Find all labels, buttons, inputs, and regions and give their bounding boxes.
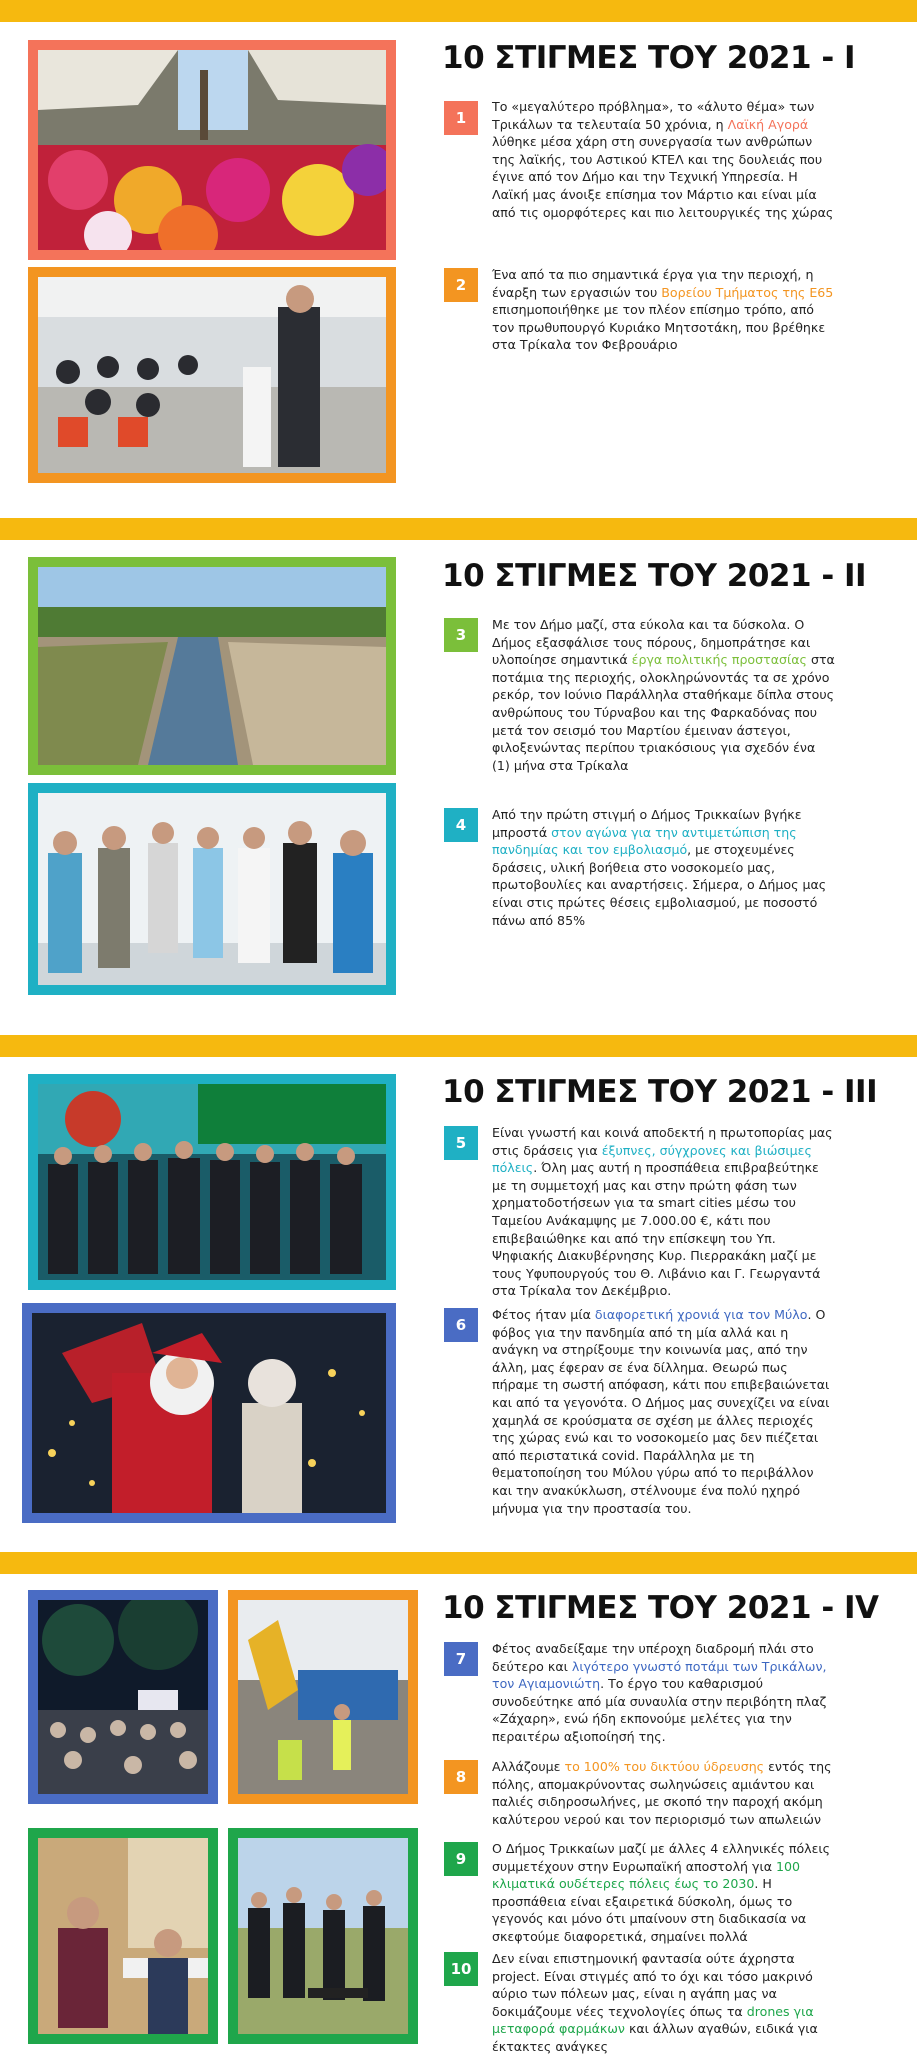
item-text-part: και άλλων αγαθών, ειδικά για έκτακτες ανάγκες [492, 2021, 818, 2054]
item-number: 3 [444, 618, 478, 652]
item-number: 5 [444, 1126, 478, 1160]
top-bar [0, 0, 917, 22]
item-number: 8 [444, 1760, 478, 1794]
photo-officials-visit [28, 1074, 396, 1290]
item-text [492, 1640, 836, 1746]
item-text-part: λύθηκε μέσα χάρη στη συνεργασία των ανθρώπων της λαϊκής, του Αστικού ΚΤΕΛ και της δουλειάς που έγινε από τον Δήμο και την Τεχνική Υπηρεσία. Η Λαϊκή μας άνοιξε επίσημα τον Μάρτιο και είναι μία από τις ομορφότερες και πιο λειτουργικές της χώρας [492, 134, 834, 220]
section-divider [0, 518, 917, 540]
item-text [492, 1950, 836, 2056]
item-text-part: Ο Δήμος Τρικκαίων μαζί με άλλες 4 ελληνικές πόλεις συμμετέχουν στην Ευρωπαϊκή αποστολή για [492, 1841, 831, 1874]
item-number: 4 [444, 808, 478, 842]
item-text-part: Ένα από τα πιο σημαντικά έργα για την περιοχή, η έναρξη των εργασιών του [492, 267, 814, 300]
item-highlight: διαφορετική χρονιά για τον Μύλο [594, 1307, 808, 1322]
item-text [492, 266, 836, 354]
item-number: 7 [444, 1642, 478, 1676]
photo-e65-event [28, 267, 396, 483]
section-title: 10 ΣΤΙΓΜΕΣ ΤΟΥ 2021 - II [442, 558, 867, 594]
item-text-part: Είναι γνωστή και κοινά αποδεκτή η πρωτοπορίας μας στις δράσεις για [492, 1125, 833, 1158]
item-text-part: Από την πρώτη στιγμή ο Δήμος Τρικκαίων βγήκε μπροστά [492, 807, 802, 840]
item-text [492, 806, 836, 929]
item-text-part: , με στοχευμένες δράσεις, υλική βοήθεια στο νοσοκομείο μας, πρωτοβουλίες και αναρτήσεις. Σήμερα, ο Δήμος μας είναι στις πρώτες θέσεις εμβολιασμού, με ποσοστό πάνω από 85% [492, 842, 827, 928]
section-divider [0, 1552, 917, 1574]
item-text-part: Φέτος αναδείξαμε την υπέροχη διαδρομή πλάι στο δεύτερο και [492, 1641, 814, 1674]
photo-santa-mylos [22, 1303, 396, 1523]
item-number: 9 [444, 1842, 478, 1876]
item-text-part: . Η προσπάθεια είναι εξαιρετικά δύσκολη, όμως το γεγονός και μόνο ότι μπαίνουν στη διαδικασία να σκεφτούμε διαφορετικά, σημαίνει πολλά [492, 1876, 807, 1944]
section-title: 10 ΣΤΙΓΜΕΣ ΤΟΥ 2021 - IV [442, 1590, 879, 1626]
item-text-part: στα ποτάμια της περιοχής, ολοκληρώνοντάς τα σε χρόνο ρεκόρ, τον Ιούνιο Παράλληλα σταθήκαμε δίπλα στους ανθρώπους του Τύρναβου και της Φαρκαδόνας που μετά τον σεισμό του Μαρτίου έμειναν άστεγοι, φιλοξενώντας περίπου τριακόσιους για σχεδόν ένα (1) μήνα στα Τρίκαλα [492, 652, 835, 773]
item-text-part: επισημοποιήθηκε με τον πλέον επίσημο τρόπο, από τον πρωθυπουργό Κυριάκο Μητσοτάκη, που βρέθηκε στα Τρίκαλα τον Φεβρουάριο [492, 302, 826, 353]
item-highlight: drones για μεταφορά φαρμάκων [492, 2003, 814, 2037]
photo-meeting [28, 1828, 218, 2044]
photo-river-works [28, 557, 396, 775]
item-number: 6 [444, 1308, 478, 1342]
item-text-part: . Ο φόβος για την πανδημία από τη μία αλλά και η ανάγκη να στηρίξουμε την κοινωνία μας, από την άλλη, μας έφεραν σε ένα δίλλημα. Θεωρώ πως πήραμε τη σωστή απόφαση, κάτι που επιβεβαιώνεται και από τα γεγονότα. Ο Δήμος μας συνεχίζει να είναι χαμηλά σε κρούσματα σε σχέση με άλλες περιοχές της χώρας ενώ και το νοσοκομείο μας δεν πιέζεται από περιστατικά covid. Παράλληλα με τη θεματοποίηση του Μύλου γύρω από το περιβάλλον και την ανακύκλωση, στέλνουμε ένα πολύ ηχηρό μήνυμα για την προστασία του. [492, 1307, 830, 1516]
item-text [492, 1758, 836, 1828]
item-highlight: στον αγώνα για την αντιμετώπιση της πανδημίας και τον εμβολιασμό [492, 824, 797, 858]
item-highlight: 100 κλιματικά ουδέτερες πόλεις έως το 2030 [492, 1858, 801, 1892]
item-text-part: Φέτος ήταν μία [492, 1307, 595, 1322]
item-highlight: Βορείου Τμήματος της Ε65 [661, 284, 834, 300]
item-text [492, 1840, 836, 1946]
item-highlight: λιγότερο γνωστό ποτάμι των Τρικάλων, τον Αγιαμονιώτη [492, 1658, 827, 1692]
item-number: 1 [444, 101, 478, 135]
section-title: 10 ΣΤΙΓΜΕΣ ΤΟΥ 2021 - III [442, 1074, 878, 1110]
item-highlight: το 100% του δικτύου ύδρευσης [564, 1759, 765, 1774]
item-text [492, 1306, 836, 1517]
item-highlight: Λαϊκή Αγορά [727, 116, 809, 132]
item-text-part: Αλλάζουμε [492, 1759, 565, 1774]
item-number: 10 [444, 1952, 478, 1986]
item-text [492, 98, 836, 221]
item-text-part: . Το έργο του καθαρισμού συνοδεύτηκε από μία συναυλία στην περιβόητη πλαζ «Ζάχαρη», ενώ ήδη εκπονούμε μελέτες για την περαιτέρω αξιοποίησή της. [492, 1676, 827, 1744]
item-highlight: έξυπνες, σύγχρονες και βιώσιμες πόλεις [492, 1142, 812, 1176]
section-divider [0, 1035, 917, 1057]
item-text [492, 1124, 836, 1300]
photo-market [28, 40, 396, 260]
item-text-part: Δεν είναι επιστημονική φαντασία ούτε άχρηστα project. Είναι στιγμές από το όχι και τόσο μακρινό αύριο των πόλεων μας, είναι η αγάπη μας να δοκιμάζουμε νέες τεχνολογίες όπως τα [492, 1951, 813, 2019]
photo-hospital-visit [28, 783, 396, 995]
item-text-part: Το «μεγαλύτερο πρόβλημα», το «άλυτο θέμα» των Τρικάλων τα τελευταία 50 χρόνια, η [492, 99, 815, 132]
item-text-part: εντός της πόλης, απομακρύνοντας σωληνώσεις αμιάντου και παλιές σιδηροσωλήνες, με σκοπό την παροχή ακόμη καλύτερου νερού και τον περιορισμό των απωλειών [492, 1759, 832, 1827]
photo-water-network [228, 1590, 418, 1804]
item-text-part: Με τον Δήμο μαζί, στα εύκολα και τα δύσκολα. Ο Δήμος εξασφάλισε τους πόρους, δημοπράτησε και υλοποίησε σημαντικά [492, 617, 811, 668]
item-number: 2 [444, 268, 478, 302]
photo-drones [228, 1828, 418, 2044]
item-text [492, 616, 836, 774]
section-title: 10 ΣΤΙΓΜΕΣ ΤΟΥ 2021 - I [442, 40, 856, 76]
photo-concert [28, 1590, 218, 1804]
item-text-part: . Όλη μας αυτή η προσπάθεια επιβραβεύτηκε με τη συμμετοχή μας και στην πρώτη φάση των χρηματοδοτήσεων για τα smart cities μέσω του Ταμείου Ανάκαμψης με 7.000.00 €, κάτι που επιβεβαιώθηκε και από την επίσκεψη του Υπ. Ψηφιακής Διακυβέρνησης Κυρ. Πιερρακάκη μαζί με τους Υφυπουργούς του Θ. Λιβάνιο και Γ. Γεωργαντά στα Τρίκαλα τον Δεκέμβριο. [492, 1160, 821, 1299]
item-highlight: έργα πολιτικής προστασίας [631, 652, 807, 668]
